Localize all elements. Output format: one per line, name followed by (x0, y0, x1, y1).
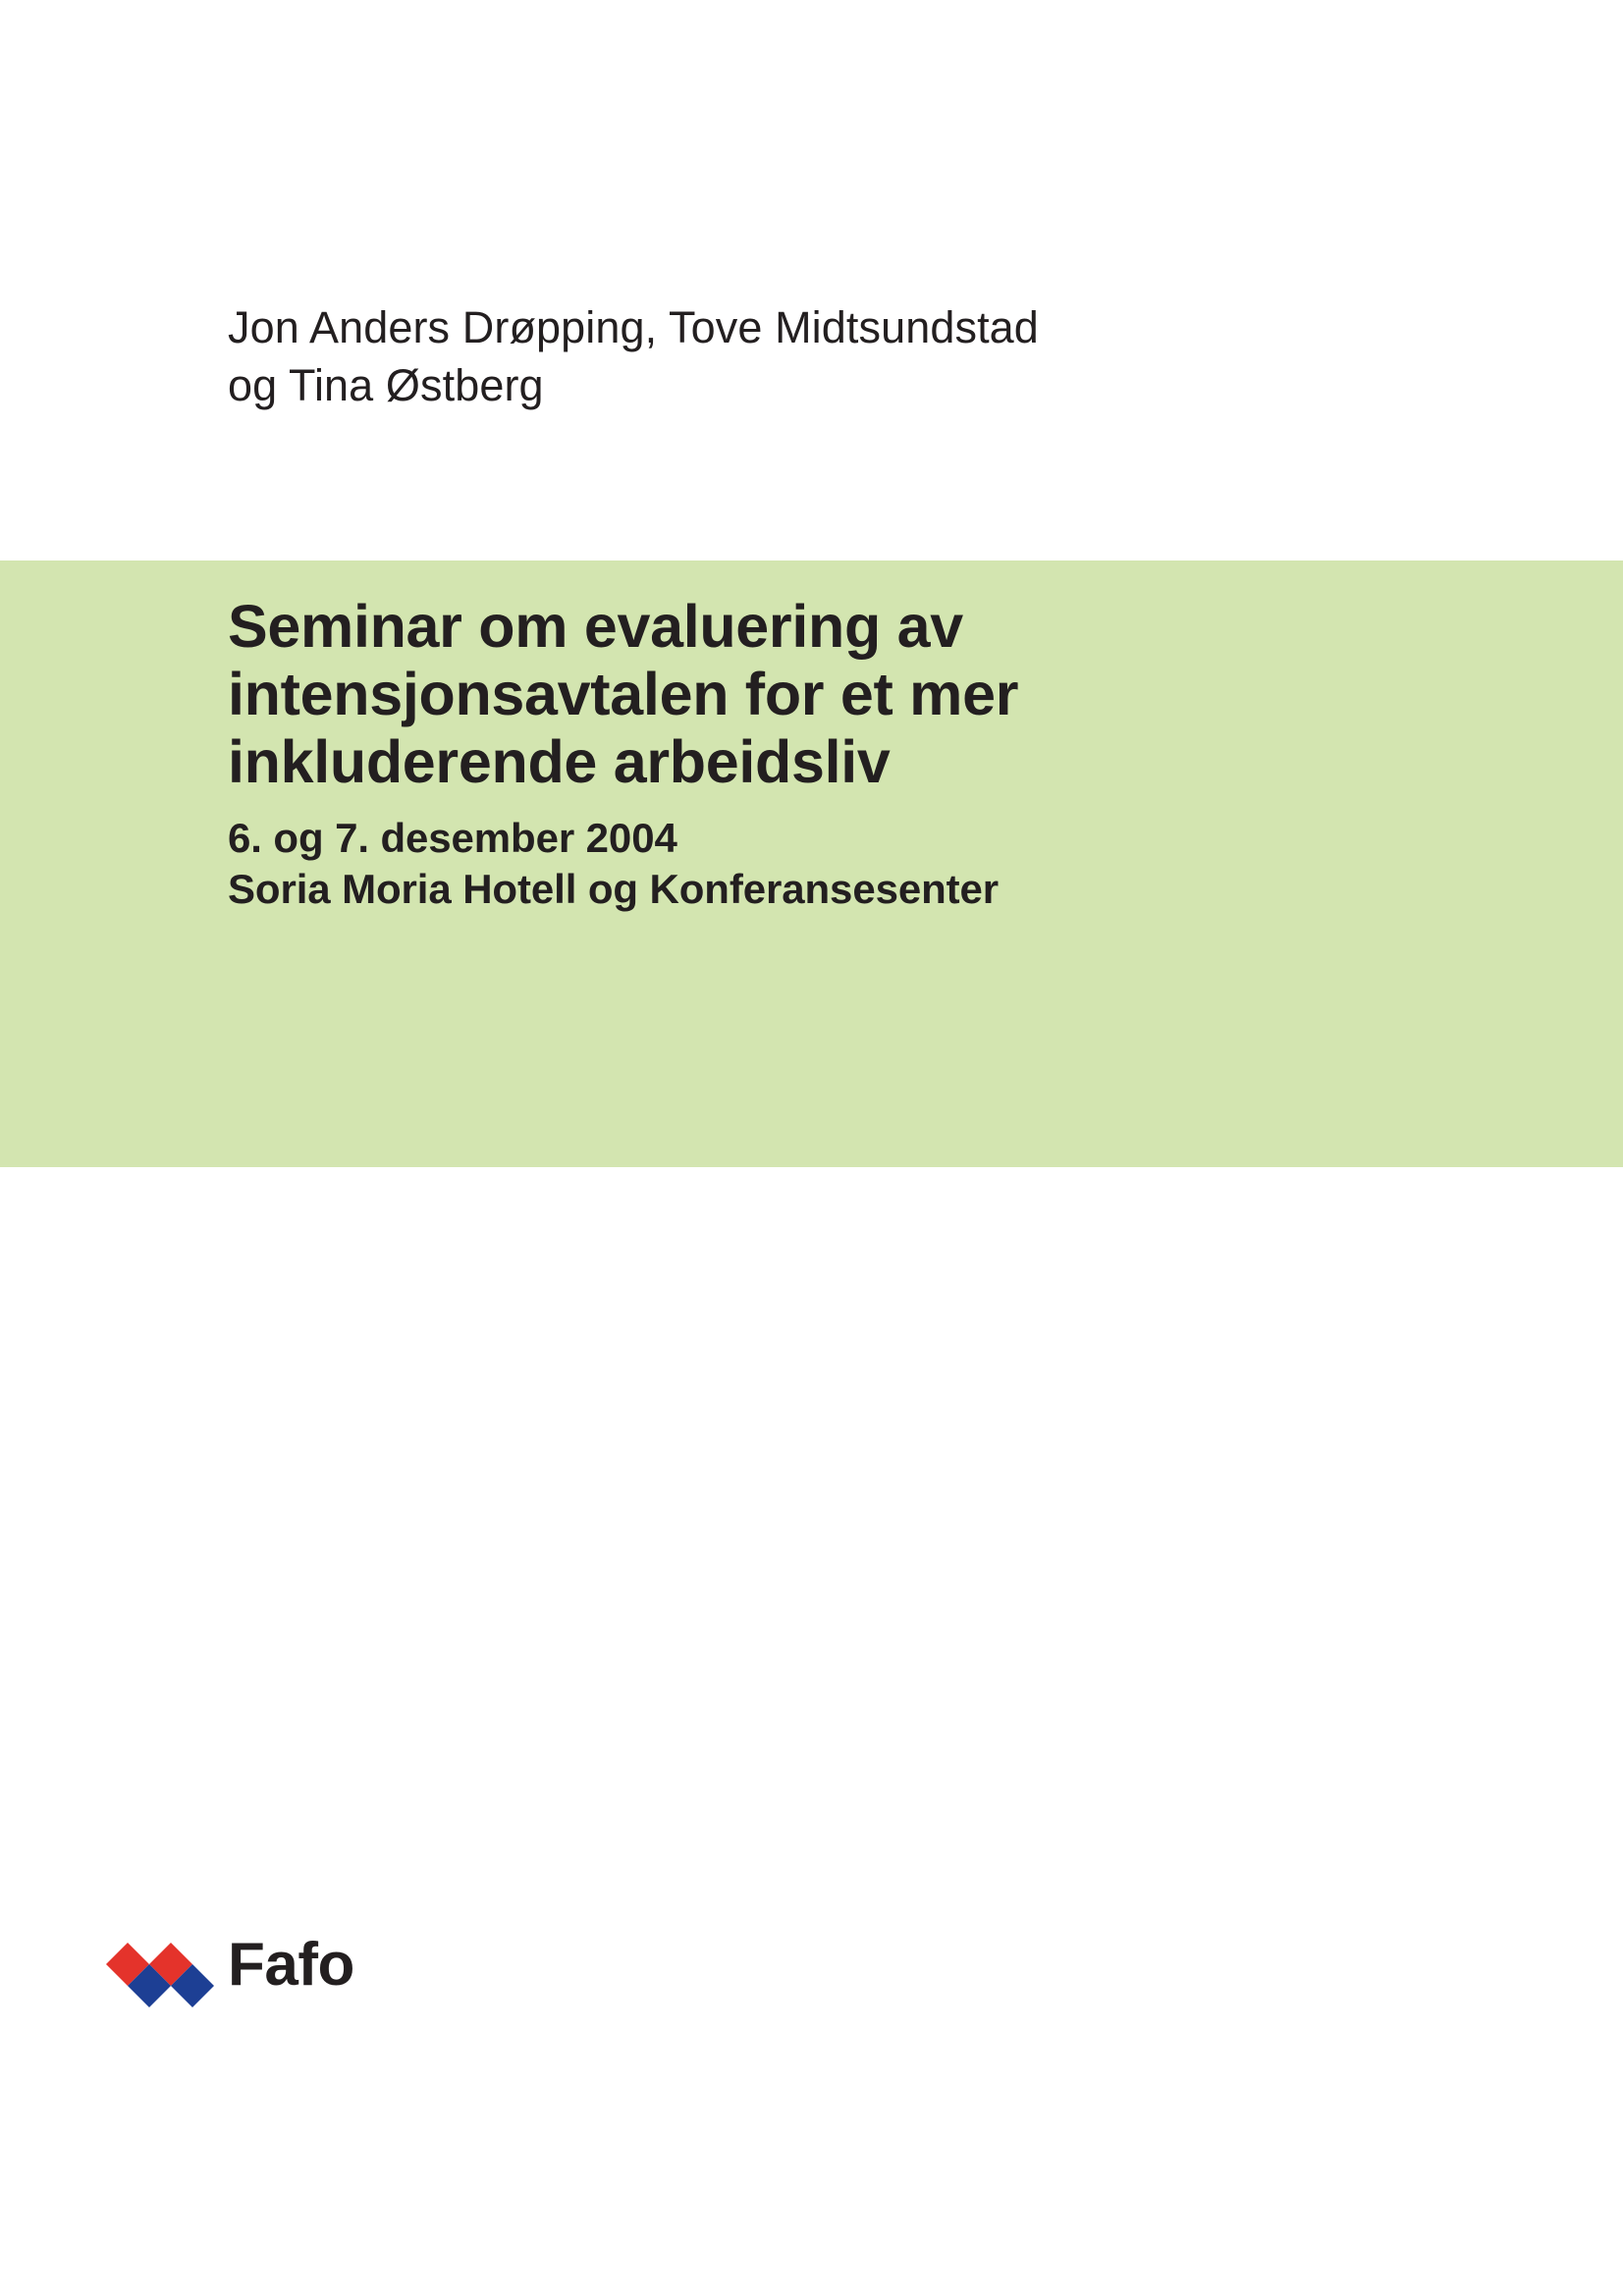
title-line-1: Seminar om evaluering av (228, 593, 963, 660)
page-title (228, 593, 1504, 797)
publisher-name: Fafo (228, 1931, 354, 1999)
subtitle-line-2: Soria Moria Hotell og Konferansesenter (228, 865, 1000, 912)
publisher-logo (102, 1926, 354, 2010)
title-line-2: intensjonsavtalen for et mer (228, 661, 1019, 728)
author-line-1: Jon Anders Drøpping, Tove Midtsundstad (228, 302, 1039, 352)
page-subtitle (228, 813, 1504, 915)
author-list (228, 299, 1386, 414)
title-line-3: inkluderende arbeidsliv (228, 728, 891, 796)
title-block (228, 593, 1504, 915)
subtitle-line-1: 6. og 7. desember 2004 (228, 814, 677, 861)
fafo-logo-icon (102, 1929, 218, 2007)
author-line-2: og Tina Østberg (228, 359, 544, 410)
